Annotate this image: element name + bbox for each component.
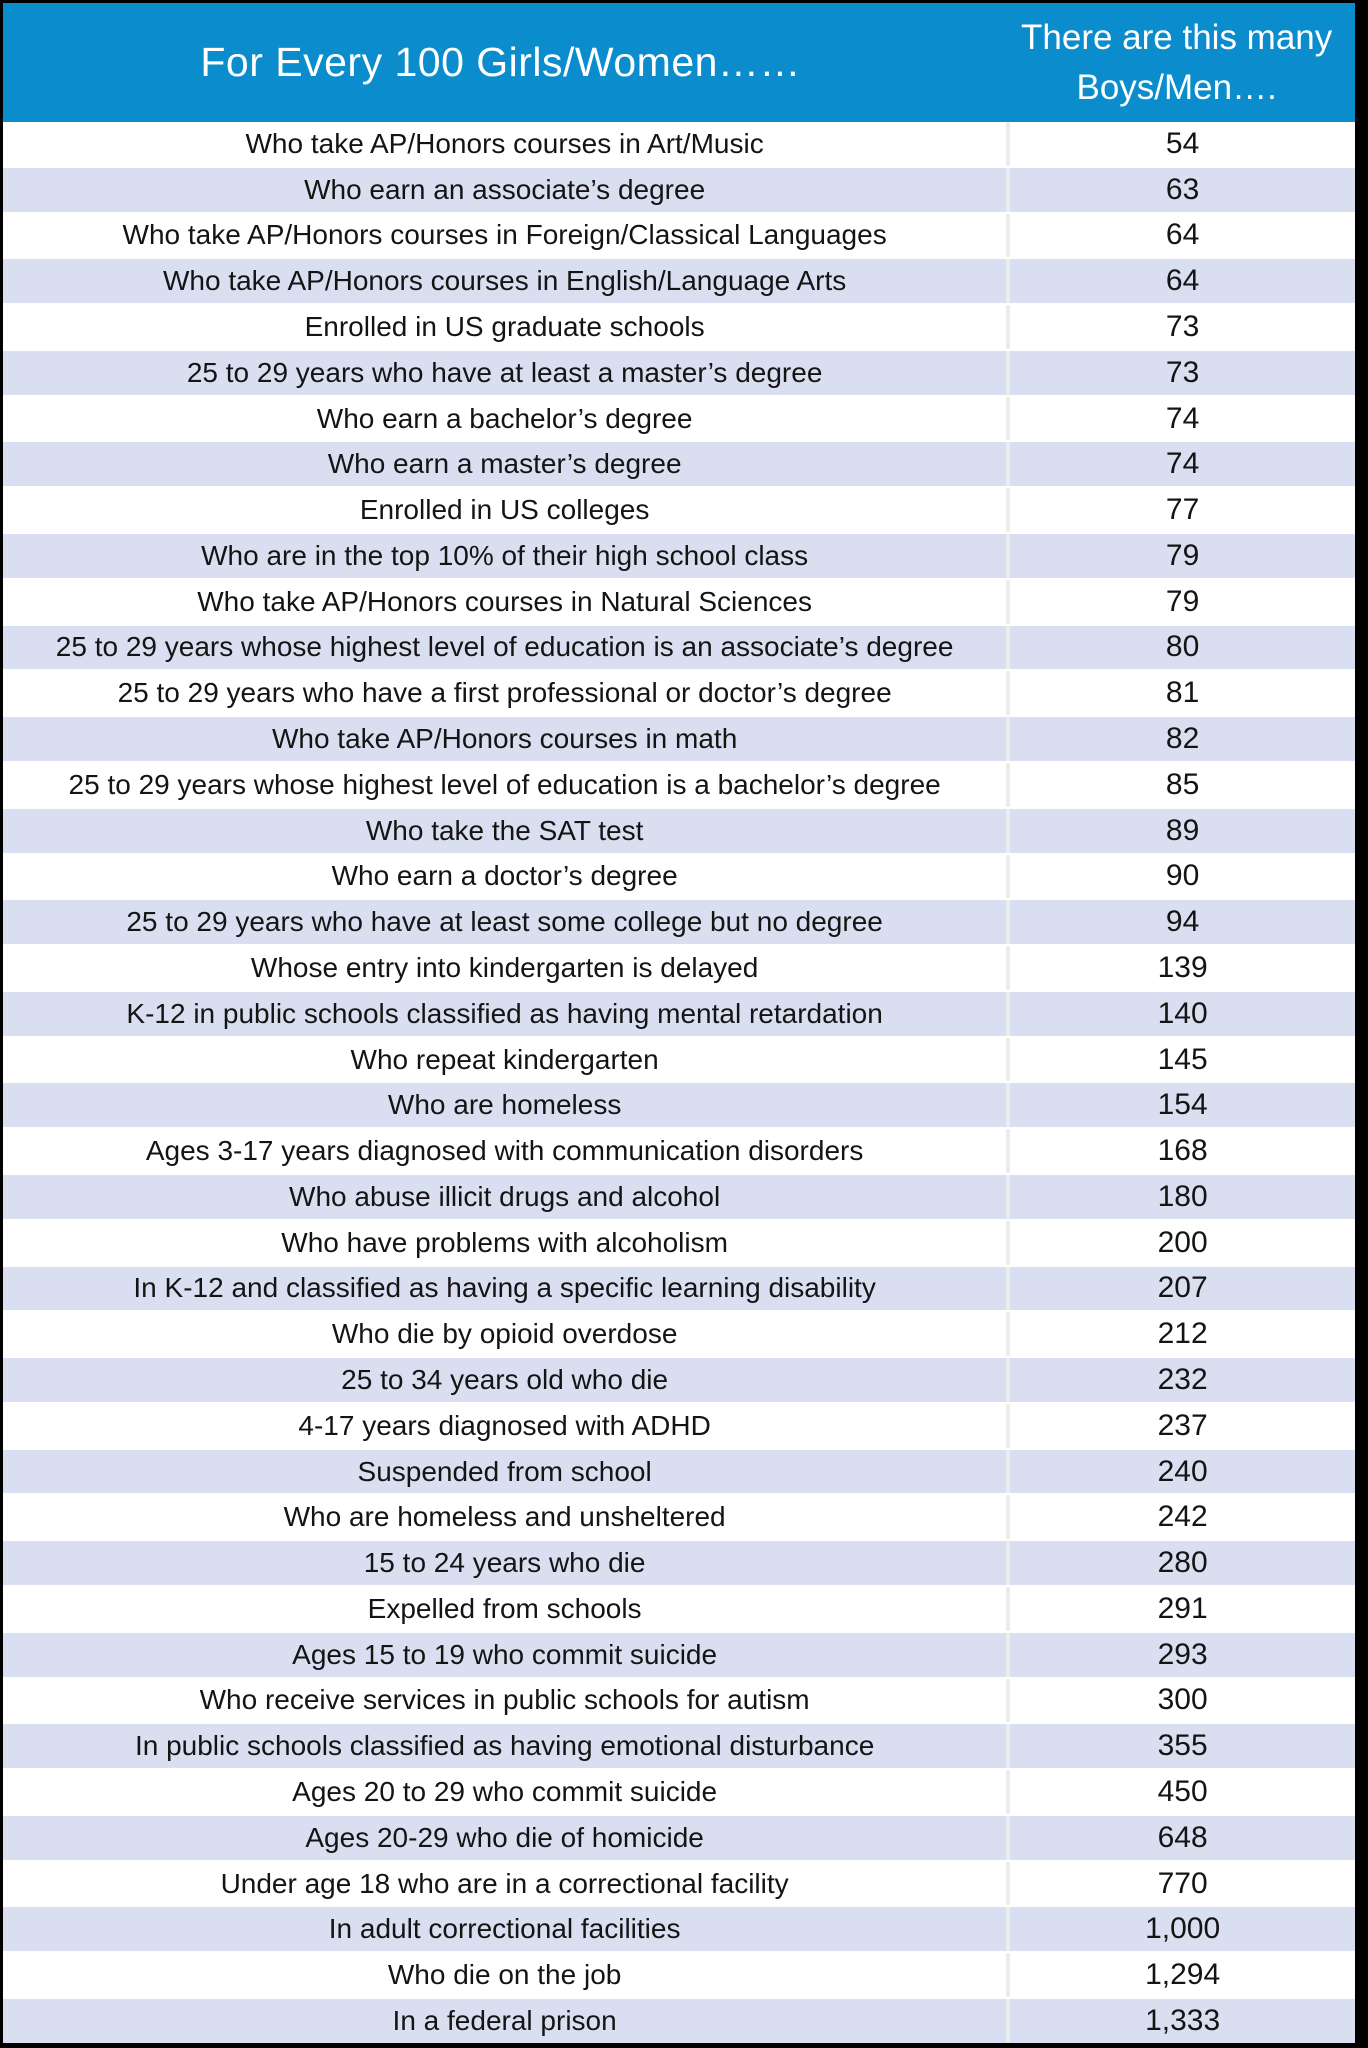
row-value: 1,333 [1145, 2003, 1221, 2037]
row-value: 85 [1165, 767, 1200, 801]
row-label: In adult correctional facilities [3, 1907, 1010, 1951]
row-value: 212 [1157, 1317, 1208, 1351]
table-row [3, 1173, 1355, 1219]
row-label: 25 to 34 years old who die [3, 1358, 1010, 1402]
row-label: 25 to 29 years whose highest level of education is a bachelor’s degree [3, 763, 1010, 807]
table-row [3, 898, 1355, 944]
table-row [3, 761, 1355, 807]
table-row [3, 1493, 1355, 1539]
table-row [3, 440, 1355, 486]
table-row [3, 212, 1355, 258]
table-row [3, 1997, 1355, 2043]
table-row [3, 1860, 1355, 1906]
table-row [3, 578, 1355, 624]
row-label: Ages 3-17 years diagnosed with communication disorders [3, 1129, 1010, 1173]
row-value: 74 [1165, 447, 1200, 481]
row-label: In a federal prison [3, 1999, 1010, 2043]
row-value: 64 [1165, 218, 1200, 252]
row-label: 15 to 24 years who die [3, 1541, 1010, 1585]
table-row [3, 303, 1355, 349]
row-label: 25 to 29 years who have at least a master’s degree [3, 351, 1010, 395]
row-label: Who take AP/Honors courses in Natural Sciences [3, 580, 1010, 624]
table-row [3, 1265, 1355, 1311]
row-label: Who die on the job [3, 1953, 1010, 1997]
row-label: Who take AP/Honors courses in Foreign/Classical Languages [3, 214, 1010, 258]
row-value: 168 [1157, 1134, 1208, 1168]
row-label: Who earn a doctor’s degree [3, 855, 1010, 899]
row-value: 81 [1165, 676, 1200, 710]
row-value: 79 [1165, 584, 1200, 618]
row-label: Who die by opioid overdose [3, 1312, 1010, 1356]
table-row [3, 349, 1355, 395]
table-row [3, 1219, 1355, 1265]
header-girls-women: For Every 100 Girls/Women…… [200, 39, 801, 85]
row-value: 648 [1157, 1820, 1208, 1854]
row-label: Who have problems with alcoholism [3, 1221, 1010, 1265]
table-row [3, 532, 1355, 578]
row-value: 80 [1165, 630, 1200, 664]
row-label: Who receive services in public schools for autism [3, 1679, 1010, 1723]
row-value: 79 [1165, 538, 1200, 572]
row-label: Who earn an associate’s degree [3, 168, 1010, 212]
header-boys-men: There are this many Boys/Men…. [1021, 17, 1333, 107]
row-label: In K-12 and classified as having a specific learning disability [3, 1267, 1010, 1311]
row-value: 64 [1165, 264, 1200, 298]
row-value: 82 [1165, 722, 1200, 756]
row-label: 4-17 years diagnosed with ADHD [3, 1404, 1010, 1448]
row-label: Ages 20 to 29 who commit suicide [3, 1770, 1010, 1814]
row-value: 291 [1157, 1591, 1208, 1625]
row-value: 63 [1165, 172, 1200, 206]
row-label: Who are homeless and unsheltered [3, 1495, 1010, 1539]
table-row [3, 1722, 1355, 1768]
table-row [3, 1905, 1355, 1951]
row-label: Under age 18 who are in a correctional facility [3, 1862, 1010, 1906]
table-row [3, 1677, 1355, 1723]
table-row [3, 669, 1355, 715]
table-row [3, 1448, 1355, 1494]
row-value: 145 [1157, 1042, 1208, 1076]
table-row [3, 853, 1355, 899]
row-value: 280 [1157, 1546, 1208, 1580]
row-value: 355 [1157, 1729, 1208, 1763]
row-label: Suspended from school [3, 1450, 1010, 1494]
row-label: 25 to 29 years who have at least some college but no degree [3, 900, 1010, 944]
row-label: Who repeat kindergarten [3, 1038, 1010, 1082]
table-row [3, 944, 1355, 990]
row-value: 73 [1165, 310, 1200, 344]
table-row [3, 1036, 1355, 1082]
row-value: 154 [1157, 1088, 1208, 1122]
table-row [3, 122, 1355, 166]
table-row [3, 1768, 1355, 1814]
row-value: 54 [1165, 126, 1200, 160]
table-row [3, 807, 1355, 853]
row-label: Who take AP/Honors courses in math [3, 717, 1010, 761]
row-value: 450 [1157, 1775, 1208, 1809]
row-value: 180 [1157, 1179, 1208, 1213]
row-label: Whose entry into kindergarten is delayed [3, 946, 1010, 990]
row-value: 207 [1157, 1271, 1208, 1305]
table-row [3, 395, 1355, 441]
row-label: K-12 in public schools classified as having mental retardation [3, 992, 1010, 1036]
row-value: 232 [1157, 1362, 1208, 1396]
row-value: 73 [1165, 355, 1200, 389]
table-row [3, 257, 1355, 303]
row-value: 89 [1165, 813, 1200, 847]
table-row [3, 1081, 1355, 1127]
row-value: 77 [1165, 493, 1200, 527]
row-value: 1,294 [1145, 1958, 1221, 1992]
row-label: Who abuse illicit drugs and alcohol [3, 1175, 1010, 1219]
table-row [3, 1310, 1355, 1356]
table-row [3, 1539, 1355, 1585]
row-label: Ages 20-29 who die of homicide [3, 1816, 1010, 1860]
row-value: 237 [1157, 1408, 1208, 1442]
row-value: 300 [1157, 1683, 1208, 1717]
table-row [3, 486, 1355, 532]
row-label: Who take AP/Honors courses in English/Language Arts [3, 259, 1010, 303]
row-label: Who are homeless [3, 1083, 1010, 1127]
row-label: Enrolled in US graduate schools [3, 305, 1010, 349]
row-label: Enrolled in US colleges [3, 488, 1010, 532]
row-value: 770 [1157, 1866, 1208, 1900]
row-label: Ages 15 to 19 who commit suicide [3, 1633, 1010, 1677]
row-label: Expelled from schools [3, 1587, 1010, 1631]
row-value: 139 [1157, 950, 1208, 984]
table-row [3, 1814, 1355, 1860]
table-header-row [3, 3, 1355, 122]
table-row [3, 1631, 1355, 1677]
row-value: 74 [1165, 401, 1200, 435]
row-label: Who are in the top 10% of their high school class [3, 534, 1010, 578]
row-value: 94 [1165, 905, 1200, 939]
row-value: 1,000 [1145, 1912, 1221, 1946]
table-row [3, 1356, 1355, 1402]
row-label: Who take the SAT test [3, 809, 1010, 853]
row-value: 240 [1157, 1454, 1208, 1488]
table-row [3, 1402, 1355, 1448]
table-row [3, 166, 1355, 212]
table-row [3, 715, 1355, 761]
row-value: 90 [1165, 859, 1200, 893]
row-label: Who earn a bachelor’s degree [3, 397, 1010, 441]
table-row [3, 1951, 1355, 1997]
table-row [3, 990, 1355, 1036]
table-row [3, 1585, 1355, 1631]
table-row [3, 1127, 1355, 1173]
row-label: 25 to 29 years who have a first professional or doctor’s degree [3, 671, 1010, 715]
row-value: 140 [1157, 996, 1208, 1030]
row-label: In public schools classified as having emotional disturbance [3, 1724, 1010, 1768]
row-value: 242 [1157, 1500, 1208, 1534]
table-row [3, 624, 1355, 670]
table-body [3, 122, 1355, 2043]
row-label: Who earn a master’s degree [3, 442, 1010, 486]
row-label: Who take AP/Honors courses in Art/Music [3, 122, 1010, 166]
row-label: 25 to 29 years whose highest level of education is an associate’s degree [3, 626, 1010, 670]
row-value: 293 [1157, 1637, 1208, 1671]
row-value: 200 [1157, 1225, 1208, 1259]
